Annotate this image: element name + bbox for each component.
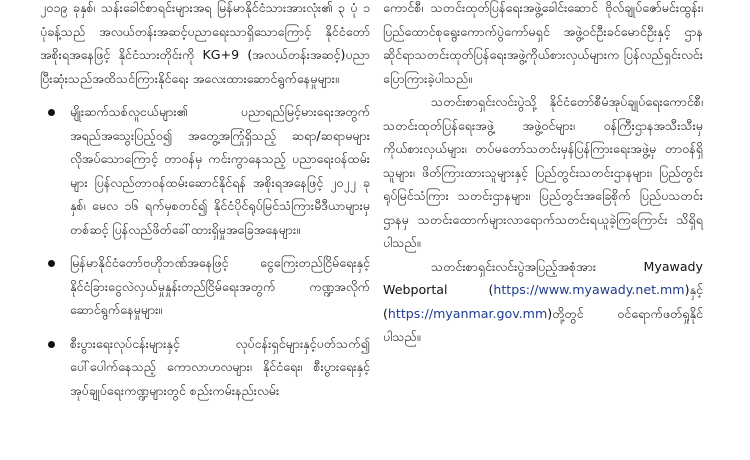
attendees-paragraph: သတင်းစာရှင်းလင်းပွဲသို့ နိုင်ငံတော်စီမံအုပ်ချုပ်ရေးကောင်စီ၊ သတင်းထုတ်ပြန်ရေးအဖွဲ့ အဖွဲ့ဝင်များ၊ ဝန်ကြီးဌာနအသီးသီးမှ ကိုယ်စားလှယ်များ၊ တပ်မတော်သတင်းမှန်ပြန်ကြားရေးအဖွဲ့မှ တာဝန်ရှိသူများ၊ ဖိတ်ကြားထားသူများနှင့် ပြည်တွင်းသတင်းဌာနများ၊ ပြည်တွင်းရုပ်မြင်သံကြား သတင်းဌာနများ၊ ပြည်တွင်းအခြေစိုက် ပြည်ပသတင်းဌာနမှ သတင်းထောက်များလာရောက်သတင်းရယူခဲ့ကြကြောင်း သိရှိရပါသည်။ [383, 94, 703, 250]
intro-paragraph-tail: ၂၀၁၉ ခုနှစ်၊ သန်းခေါင်စာရင်းများအရ မြန်မာနိုင်ငံသားအားလုံး၏ ၃ ပုံ ၁ ပုံခန့်သည် အလယ်တန်းအဆင့်ပညာရေးသာရှိသောကြောင့် နိုင်ငံတော်အစိုးရအနေဖြင့် နိုင်ငံသားတိုင်းကို KG+9 (အလယ်တန်းအဆင့်)ပညာပြီးဆုံးသည်အထိသင်ကြားနိုင်ရေး အလေးထားဆောင်ရွက်နေမှုများ။ [40, 0, 370, 86]
webportal-text-c: )တို့တွင် ဝင်ရောက်ဖတ်ရှုနိုင်ပါသည်။ [383, 305, 703, 344]
myawady-link[interactable]: https://www.myawady.net.mm [493, 282, 685, 297]
bullet-list [40, 100, 370, 402]
webportal-text-a: သတင်းစာရှင်းလင်းပွဲအပြည့်အစုံအား Myawady Webportal ( [383, 258, 703, 297]
bullet-item-central-bank: မြန်မာနိုင်ငံတော်ဗဟိုဘဏ်အနေဖြင့် ငွေကြေးတည်ငြိမ်ရေးနှင့် နိုင်ငံခြားငွေလဲလှယ်မှုနှုန်းတည်ငြိမ်ရေးအတွက် ကဏ္ဍအလိုက် ဆောင်ရွက်နေမှုများ။ [40, 251, 370, 322]
webportal-paragraph [383, 255, 703, 349]
press-briefing-paragraph-tail: ကောင်စီ၊ သတင်းထုတ်ပြန်ရေးအဖွဲ့ခေါင်းဆောင် ဗိုလ်ချုပ်ဇော်မင်းထွန်း၊ ပြည်ထောင်စုရွေးကောက်ပွဲကော်မရှင် အဖွဲ့ဝင်ဦးခင်မောင်ဦးနှင့် ဌာနဆိုင်ရာသတင်းထုတ်ပြန်ရေးအဖွဲ့ကိုယ်စားလှယ်များက ပြန်လည်ရှင်းလင်းပြောကြားခဲ့ပါသည်။ [383, 0, 703, 86]
bullet-item-business-rumors: စီးပွားရေးလုပ်ငန်းများနှင့် လုပ်ငန်းရှင်များနှင့်ပတ်သက်၍ ပေါ်ပေါက်နေသည့် ကောလာဟလများ၊ နိုင်ငံရေး၊ စီးပွားရေးနှင့် အုပ်ချုပ်ရေးကဏ္ဍများတွင် စည်းကမ်းနည်းလမ်း [40, 332, 370, 403]
right-column [383, 0, 703, 349]
webportal-text-b: )နှင့် ( [383, 282, 703, 321]
myanmar-gov-link[interactable]: https://myanmar.gov.mm [387, 305, 548, 321]
bullet-item-teachers: မျိုးဆက်သစ်လူငယ်များ၏ ပညာရည်မြင့်မားရေးအတွက် အရည်အသွေးပြည့်ဝ၍ အတွေ့အကြုံရှိသည့် ဆရာ/ဆရာမများလိုအပ်သောကြောင့် တာဝန်မှ ကင်းကွာနေသည့် ပညာရေးဝန်ထမ်းများ ပြန်လည်တာဝန်ထမ်းဆောင်နိုင်ရန် အစိုးရအနေဖြင့် ၂၀၂၂ ခုနှစ်၊ မေလ ၁၆ ရက်မှစတင်၍ နိုင်ငံပိုင်ရုပ်မြင်သံကြားမီဒီယာများမှတစ်ဆင့် ပြန်လည်ဖိတ်ခေါ်ထားရှိမှုအခြေအနေများ။ [40, 100, 370, 241]
left-column [40, 0, 370, 402]
